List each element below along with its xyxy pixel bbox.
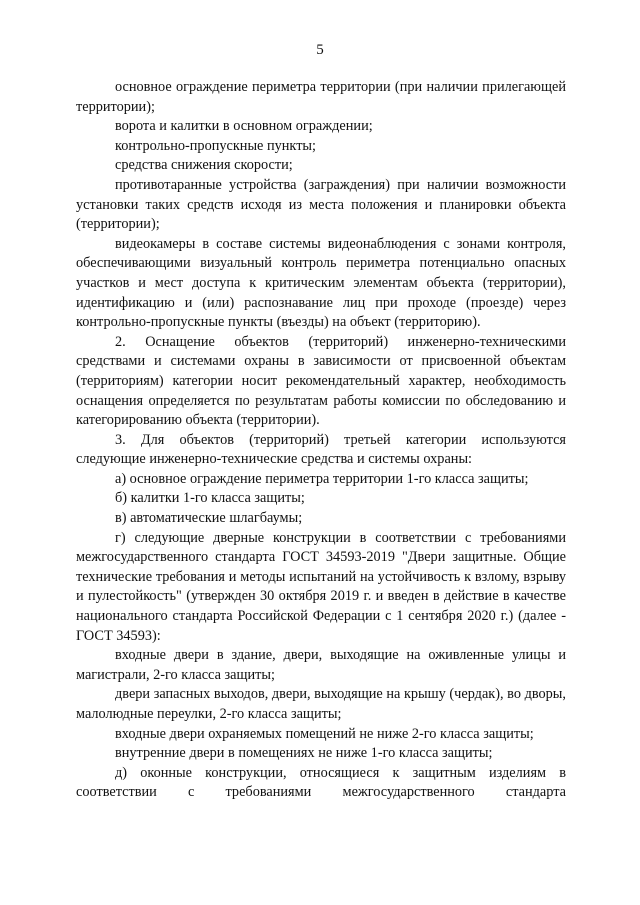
paragraph: д) оконные конструкции, относящиеся к защитным изделиям в соответствии с требованиями межгосударственного стандарта [76, 764, 566, 801]
paragraph: б) калитки 1-го класса защиты; [115, 490, 305, 507]
paragraph: ворота и калитки в основном ограждении; [115, 118, 373, 135]
paragraph: внутренние двери в помещениях не ниже 1-го класса защиты; [115, 745, 493, 762]
paragraph: средства снижения скорости; [115, 157, 293, 174]
paragraph: двери запасных выходов, двери, выходящие на крышу (чердак), во дворы, малолюдные переулки, 2-го класса защиты; [76, 686, 566, 722]
paragraph: контрольно-пропускные пункты; [115, 137, 317, 154]
paragraph: входные двери охраняемых помещений не ниже 2-го класса защиты; [115, 725, 534, 742]
paragraph: 3. Для объектов (территорий) третьей категории используются следующие инженерно-технические средства и системы охраны: [76, 431, 566, 468]
paragraph: входные двери в здание, двери, выходящие на оживленные улицы и магистрали, 2-го класса защиты; [76, 647, 566, 683]
paragraph: 2. Оснащение объектов (территорий) инженерно-техническими средствами и системами охраны в зависимости от присвоенной объектам (территориям) категории носит рекомендательный характер, необходимость оснащения определяется по результатам работы комиссии по обследованию и категорированию объекта (территории). [76, 333, 566, 429]
paragraph: противотаранные устройства (заграждения) при наличии возможности установки таких средств исходя из места положения и планировки объекта (территории); [76, 176, 566, 233]
page-number: 5 [316, 42, 324, 58]
paragraph: основное ограждение периметра территории (при наличии прилегающей территории); [76, 79, 566, 115]
paragraph: а) основное ограждение периметра территории 1-го класса защиты; [115, 470, 529, 487]
paragraph: в) автоматические шлагбаумы; [115, 510, 303, 527]
document-body [76, 78, 566, 803]
paragraph: г) следующие дверные конструкции в соответствии с требованиями межгосударственного стандарта ГОСТ 34593-2019 "Двери защитные. Общие технические требования и методы испытаний на устойчивость к взлому, взрыву и пулестойкость" (утвержден 30 октября 2019 г. и введен в действие в качестве национального стандарта Российской Федерации с 1 сентября 2020 г.) (далее - ГОСТ 34593): [76, 529, 566, 644]
paragraph: видеокамеры в составе системы видеонаблюдения с зонами контроля, обеспечивающими визуальный контроль периметра потенциально опасных участков и мест доступа к критическим элементам объекта (территории), идентификацию и (или) распознавание лиц при проходе (проезде) через контрольно-пропускные пункты (въезды) на объект (территорию). [76, 235, 566, 331]
